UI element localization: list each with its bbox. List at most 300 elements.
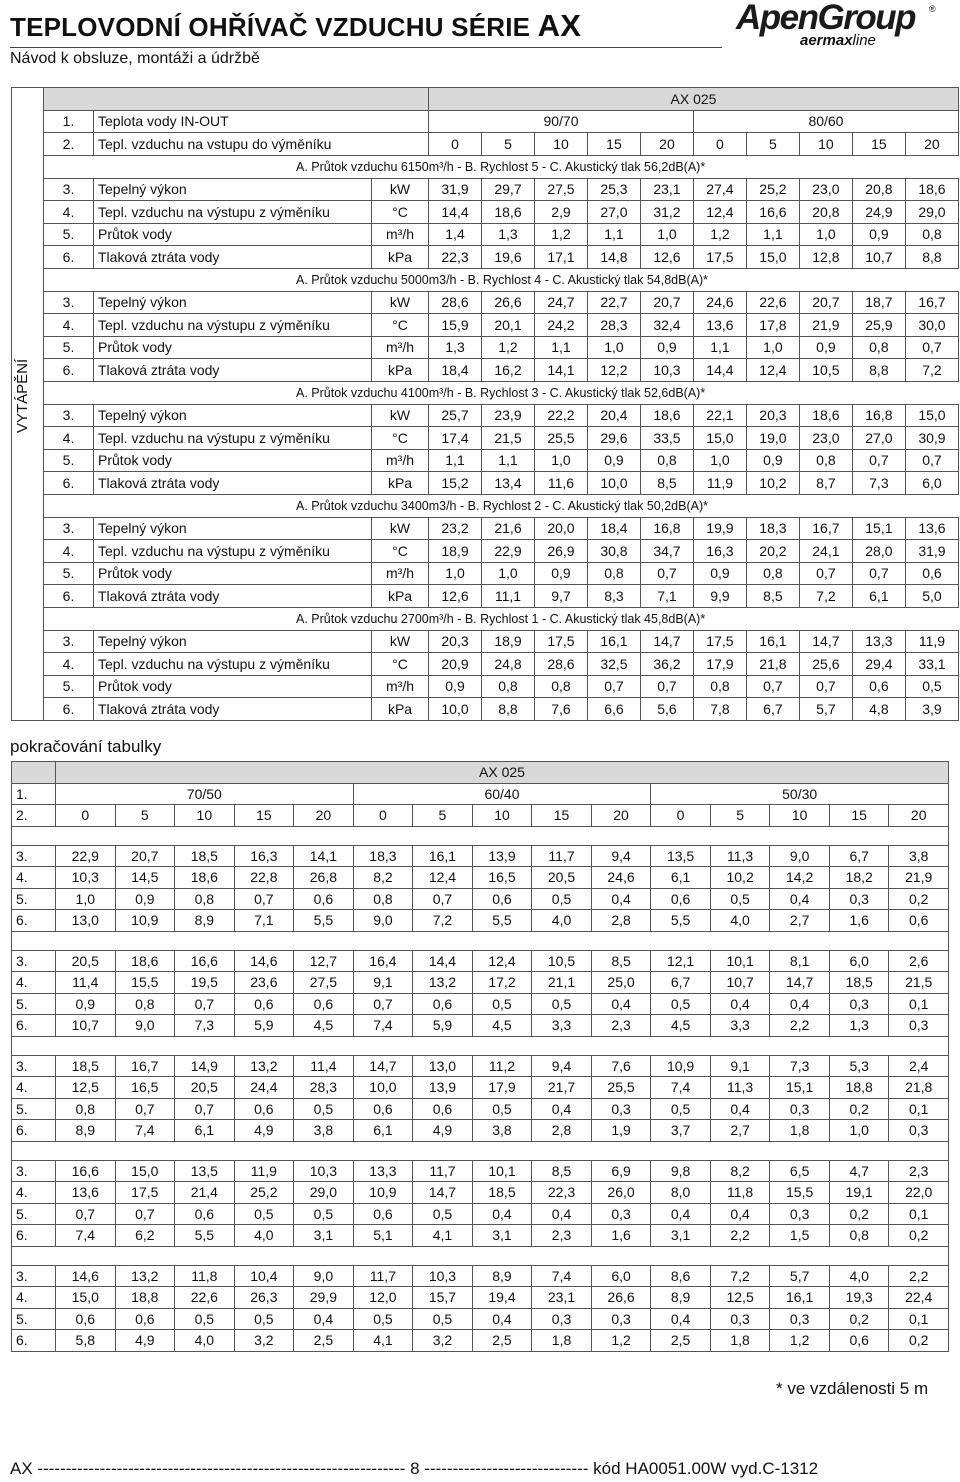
table-cell: 0,4 (770, 993, 830, 1015)
row-number: 6. (12, 1225, 56, 1247)
table-cell: 12,5 (710, 1287, 770, 1309)
row-number: 6. (44, 698, 94, 721)
blank-cell (44, 88, 429, 111)
table-cell: 10,7 (56, 1015, 116, 1037)
table-cell: 11,9 (693, 472, 746, 495)
table-cell: 2,7 (710, 1120, 770, 1142)
table-cell: 1,3 (429, 336, 482, 359)
table-cell: 19,6 (482, 246, 535, 269)
table-cell: 0,3 (829, 888, 889, 910)
table-cell: 13,4 (482, 472, 535, 495)
table-cell: 11,9 (234, 1160, 294, 1182)
table-cell: 1,0 (56, 888, 116, 910)
table-cell: 0,2 (829, 1308, 889, 1330)
table-cell: 0,5 (234, 1308, 294, 1330)
table-cell: 6,1 (651, 867, 711, 889)
table-cell: 8,6 (651, 1265, 711, 1287)
table-row (12, 404, 959, 427)
table-cell: 0,9 (115, 888, 175, 910)
table-row (12, 1182, 949, 1204)
table-cell: 29,7 (482, 178, 535, 201)
table-cell: 20,3 (429, 630, 482, 653)
table-cell: 23,6 (234, 972, 294, 994)
table-cell: 16,1 (770, 1287, 830, 1309)
table-cell: 8,1 (770, 950, 830, 972)
row-number: 2. (44, 133, 94, 156)
table-cell: 22,4 (889, 1287, 949, 1309)
page-footer: AX ----------------------------------------------------------------- 8 ----------------------------- kód HA0051.00W vyd.C-1312 (10, 1459, 819, 1478)
table-cell: 7,3 (852, 472, 905, 495)
table-cell: 4,0 (532, 910, 592, 932)
table-cell: 26,0 (591, 1182, 651, 1204)
table-cell: 5,6 (640, 698, 693, 721)
table-cell: 8,9 (651, 1287, 711, 1309)
gap-cell (12, 931, 949, 950)
table-cell: 5,5 (294, 910, 354, 932)
table-row (12, 867, 949, 889)
table-cell: 23,0 (799, 178, 852, 201)
table-cell: 7,4 (353, 1015, 413, 1037)
table-cell: 5 (482, 133, 535, 156)
table-cell: 8,5 (591, 950, 651, 972)
row-number: 5. (44, 562, 94, 585)
table-cell: 0 (429, 133, 482, 156)
table-cell: 0,7 (640, 562, 693, 585)
table-cell: 1,0 (587, 336, 640, 359)
table-row (12, 888, 949, 910)
table-cell: 6,1 (353, 1120, 413, 1142)
table-row (12, 698, 959, 721)
table-cell: 20,3 (746, 404, 799, 427)
logo-sub-aermax: aermax (800, 32, 853, 49)
table-cell: 1,9 (591, 1120, 651, 1142)
row-number: 5. (12, 1308, 56, 1330)
unit-cell: kW (372, 404, 429, 427)
table-cell: 1,0 (746, 336, 799, 359)
table-row (12, 585, 959, 608)
row-label: Tepelný výkon (94, 404, 372, 427)
row-inlet-air (12, 133, 959, 156)
table-cell: 25,6 (799, 653, 852, 676)
table-cell: 0 (693, 133, 746, 156)
table-cell: 20,2 (746, 540, 799, 563)
table-cell: 9,1 (710, 1055, 770, 1077)
row-number: 6. (12, 1015, 56, 1037)
table-cell: 15,1 (770, 1077, 830, 1099)
table-cell: 21,1 (532, 972, 592, 994)
table-cell: 2,3 (889, 1160, 949, 1182)
unit-cell: m³/h (372, 675, 429, 698)
table-cell: 26,9 (534, 540, 587, 563)
header-rule (10, 47, 722, 48)
table-cell: 6,0 (905, 472, 958, 495)
table-cell: 18,3 (353, 845, 413, 867)
table-cell: 28,0 (852, 540, 905, 563)
table-cell: 0,8 (353, 888, 413, 910)
table-cell: 20 (591, 805, 651, 827)
table-cell: 6,9 (591, 1160, 651, 1182)
unit-cell: kW (372, 517, 429, 540)
row-number: 4. (44, 314, 94, 337)
row-label: Průtok vody (94, 336, 372, 359)
table-cell: 22,7 (587, 291, 640, 314)
table-cell: 21,8 (746, 653, 799, 676)
table-cell: 3,3 (710, 1015, 770, 1037)
table-cell: 4,0 (710, 910, 770, 932)
table-row (12, 246, 959, 269)
row-number: 3. (12, 950, 56, 972)
unit-cell: kW (372, 178, 429, 201)
table-cell: 25,5 (591, 1077, 651, 1099)
table-cell: 8,8 (482, 698, 535, 721)
table-row (12, 1055, 949, 1077)
table-cell: 29,0 (294, 1182, 354, 1204)
table-cell: 8,3 (587, 585, 640, 608)
table-row (12, 1015, 949, 1037)
table-cell: 25,9 (852, 314, 905, 337)
table-cell: 5,7 (770, 1265, 830, 1287)
table-cell: 15,2 (429, 472, 482, 495)
table-cell: 18,4 (587, 517, 640, 540)
table-cell: 3,9 (905, 698, 958, 721)
table-cell: 7,4 (651, 1077, 711, 1099)
table-cell: 18,6 (640, 404, 693, 427)
table-cell: 4,0 (829, 1265, 889, 1287)
table-cell: 25,7 (429, 404, 482, 427)
table-cell: 5,9 (234, 1015, 294, 1037)
table-cell: 20,7 (799, 291, 852, 314)
row-label: Tepl. vzduchu na výstupu z výměníku (94, 201, 372, 224)
table-cell: 20,5 (532, 867, 592, 889)
table-cell: 15,9 (429, 314, 482, 337)
table-cell: 0,9 (587, 449, 640, 472)
table-cell: 16,6 (56, 1160, 116, 1182)
table-cell: 17,2 (472, 972, 532, 994)
table-cell: 3,1 (472, 1225, 532, 1247)
table-cell: 2,9 (534, 201, 587, 224)
table-row (12, 1077, 949, 1099)
table-row (12, 1098, 949, 1120)
row-inlet-air (12, 805, 949, 827)
row-label: Tepelný výkon (94, 291, 372, 314)
table-cell: 13,3 (852, 630, 905, 653)
table-cell: 18,6 (175, 867, 235, 889)
table-row (12, 540, 959, 563)
table-cell: 0,3 (591, 1203, 651, 1225)
table-row (12, 1160, 949, 1182)
table-row (12, 223, 959, 246)
table-cell: 16,1 (746, 630, 799, 653)
table-cell: 23,1 (640, 178, 693, 201)
table-row (12, 845, 949, 867)
table-cell: 0 (353, 805, 413, 827)
table-cell: 23,1 (532, 1287, 592, 1309)
table-cell: 11,3 (710, 845, 770, 867)
table-cell: 3,8 (294, 1120, 354, 1142)
table-cell: 28,3 (294, 1077, 354, 1099)
footnote: * ve vzdálenosti 5 m (776, 1379, 929, 1398)
logo-registered: ® (929, 4, 936, 14)
table-cell: 1,0 (799, 223, 852, 246)
row-number: 6. (44, 472, 94, 495)
table-cell: 22,3 (429, 246, 482, 269)
table-cell: 1,2 (770, 1330, 830, 1352)
table-cell: 4,0 (175, 1330, 235, 1352)
table-cell: 2,6 (889, 950, 949, 972)
table-cell: 14,7 (413, 1182, 473, 1204)
row-label: Tepl. vzduchu na vstupu do výměníku (94, 133, 429, 156)
table-cell: 0,3 (770, 1098, 830, 1120)
gap-cell (12, 1141, 949, 1160)
table-cell: 0,7 (56, 1203, 116, 1225)
table-cell: 16,7 (115, 1055, 175, 1077)
table-cell: 21,5 (889, 972, 949, 994)
table-cell: 10,0 (429, 698, 482, 721)
table-cell: 14,2 (770, 867, 830, 889)
table-cell: 24,6 (591, 867, 651, 889)
table-cell: 9,0 (770, 845, 830, 867)
table-cell: 10,2 (710, 867, 770, 889)
table-cell: 0,8 (482, 675, 535, 698)
table-cell: 17,9 (472, 1077, 532, 1099)
section-header-row (12, 494, 959, 517)
table-cell: 0,5 (413, 1203, 473, 1225)
table-cell: 27,4 (693, 178, 746, 201)
table-cell: 25,2 (746, 178, 799, 201)
table-cell: 0,9 (640, 336, 693, 359)
table-cell: 0,5 (905, 675, 958, 698)
table-cell: 7,4 (532, 1265, 592, 1287)
table-cell: 5 (710, 805, 770, 827)
table-cell: 0,5 (234, 1203, 294, 1225)
table-cell: 0,7 (799, 675, 852, 698)
section-header: A. Průtok vzduchu 4100m³/h - B. Rychlost 3 - C. Akustický tlak 52,6dB(A)* (296, 385, 706, 400)
table-cell: 0,6 (294, 888, 354, 910)
table-cell: 12,6 (429, 585, 482, 608)
table-cell: 20,1 (482, 314, 535, 337)
table-cell: 2,5 (472, 1330, 532, 1352)
table-cell: 14,8 (587, 246, 640, 269)
table-cell: 16,6 (175, 950, 235, 972)
table-cell: 5,3 (829, 1055, 889, 1077)
table-row (12, 630, 959, 653)
table-cell: 1,0 (640, 223, 693, 246)
row-number: 4. (44, 427, 94, 450)
table-cell: 8,8 (905, 246, 958, 269)
table-cell: 10,9 (115, 910, 175, 932)
unit-cell: m³/h (372, 449, 429, 472)
table-cell: 10,3 (640, 359, 693, 382)
unit-cell: kW (372, 291, 429, 314)
table-cell: 25,5 (534, 427, 587, 450)
table-cell: 0,5 (294, 1203, 354, 1225)
table-cell: 1,0 (829, 1120, 889, 1142)
row-number: 5. (12, 1098, 56, 1120)
table-cell: 0,9 (429, 675, 482, 698)
logo-sub (800, 32, 876, 49)
table-cell: 12,4 (693, 201, 746, 224)
table-cell: 18,5 (472, 1182, 532, 1204)
table-cell: 31,2 (640, 201, 693, 224)
table-cell: 0,4 (532, 1098, 592, 1120)
table-cell: 0,2 (889, 1330, 949, 1352)
table-cell: 4,1 (353, 1330, 413, 1352)
gap-cell (12, 1246, 949, 1265)
table-row (12, 336, 959, 359)
table-cell: 16,3 (234, 845, 294, 867)
table-cell: 25,0 (591, 972, 651, 994)
row-number: 5. (44, 449, 94, 472)
logo-main: ApenGroup (736, 0, 915, 37)
table-cell: 12,6 (640, 246, 693, 269)
table-cell: 0,9 (799, 336, 852, 359)
row-number: 4. (12, 1077, 56, 1099)
table-cell: 1,2 (693, 223, 746, 246)
table-cell: 10,5 (799, 359, 852, 382)
table-cell: 36,2 (640, 653, 693, 676)
row-number: 1. (12, 783, 56, 805)
table-cell: 10,9 (353, 1182, 413, 1204)
table-cell: 0,5 (532, 993, 592, 1015)
section-gap (12, 1141, 949, 1160)
table-row (12, 201, 959, 224)
table-cell: 4,8 (852, 698, 905, 721)
table-cell: 27,5 (294, 972, 354, 994)
table-cell: 5,8 (56, 1330, 116, 1352)
table-cell: 0,7 (746, 675, 799, 698)
table-cell: 20 (640, 133, 693, 156)
section-header-row (12, 155, 959, 178)
table-cell: 11,6 (534, 472, 587, 495)
table-cell: 20 (905, 133, 958, 156)
table-cell: 22,6 (175, 1287, 235, 1309)
row-number: 2. (12, 805, 56, 827)
table-cell: 1,3 (482, 223, 535, 246)
table-cell: 15,1 (852, 517, 905, 540)
group-header: 80/60 (693, 110, 958, 133)
table-cell: 12,0 (353, 1287, 413, 1309)
unit-cell: m³/h (372, 336, 429, 359)
table-cell: 9,8 (651, 1160, 711, 1182)
table-cell: 30,0 (905, 314, 958, 337)
table-cell: 1,4 (429, 223, 482, 246)
table-cell: 7,3 (175, 1015, 235, 1037)
table-cell: 13,6 (693, 314, 746, 337)
row-number: 5. (44, 336, 94, 359)
table-cell: 20,4 (587, 404, 640, 427)
table-cell: 21,6 (482, 517, 535, 540)
table-cell: 15,0 (693, 427, 746, 450)
table-cell: 0,6 (353, 1098, 413, 1120)
table-cell: 17,5 (115, 1182, 175, 1204)
table-cell: 6,7 (651, 972, 711, 994)
table-cell: 2,2 (889, 1265, 949, 1287)
table-cell: 10,1 (472, 1160, 532, 1182)
table-cell: 0,6 (852, 675, 905, 698)
table-cell: 7,2 (413, 910, 473, 932)
table-cell: 4,5 (294, 1015, 354, 1037)
table-cell: 11,8 (710, 1182, 770, 1204)
table-cell: 4,9 (115, 1330, 175, 1352)
table-cell: 14,4 (413, 950, 473, 972)
table-cell: 24,6 (693, 291, 746, 314)
row-label: Tlaková ztráta vody (94, 698, 372, 721)
table-cell: 19,9 (693, 517, 746, 540)
table-cell: 13,9 (472, 845, 532, 867)
table-cell: 0,5 (353, 1308, 413, 1330)
table-cell: 28,3 (587, 314, 640, 337)
gap-cell (12, 826, 949, 845)
table-cell: 4,1 (413, 1225, 473, 1247)
table-cell: 18,9 (482, 630, 535, 653)
table-cell: 19,5 (175, 972, 235, 994)
table-cell: 9,0 (294, 1265, 354, 1287)
table-row (12, 449, 959, 472)
table-cell: 22,8 (234, 867, 294, 889)
table-cell: 0,2 (889, 1225, 949, 1247)
unit-cell: kW (372, 630, 429, 653)
table-cell: 7,4 (56, 1225, 116, 1247)
table-cell: 19,1 (829, 1182, 889, 1204)
row-label: Tepl. vzduchu na výstupu z výměníku (94, 653, 372, 676)
table-cell: 0,7 (852, 562, 905, 585)
table-cell: 0,5 (175, 1308, 235, 1330)
section-header: A. Průtok vzduchu 5000m3/h - B. Rychlost 4 - C. Akustický tlak 54,8dB(A)* (296, 272, 708, 287)
table-cell: 12,8 (799, 246, 852, 269)
table-cell: 22,1 (693, 404, 746, 427)
table-cell: 0,6 (175, 1203, 235, 1225)
table-cell: 1,0 (693, 449, 746, 472)
table-cell: 0,4 (532, 1203, 592, 1225)
table-cell: 13,0 (56, 910, 116, 932)
table-cell: 1,1 (746, 223, 799, 246)
table-cell: 33,5 (640, 427, 693, 450)
table-cell: 7,8 (693, 698, 746, 721)
table-cell: 14,1 (294, 845, 354, 867)
table-cell: 11,7 (353, 1265, 413, 1287)
table-cell: 1,1 (587, 223, 640, 246)
table-row (12, 1287, 949, 1309)
table-cell: 11,1 (482, 585, 535, 608)
table-cell: 10,9 (651, 1055, 711, 1077)
row-number: 5. (12, 1203, 56, 1225)
table-cell: 6,7 (746, 698, 799, 721)
table-cell: 15,5 (115, 972, 175, 994)
group-header: 50/30 (651, 783, 949, 805)
table-cell: 18,6 (482, 201, 535, 224)
table-cell: 10,7 (710, 972, 770, 994)
table-cell: 24,9 (852, 201, 905, 224)
table-row (12, 1330, 949, 1352)
table-cell: 5,5 (472, 910, 532, 932)
row-number: 3. (12, 845, 56, 867)
table-cell: 0,7 (353, 993, 413, 1015)
table-cell: 0,8 (175, 888, 235, 910)
table-cell: 0,7 (175, 1098, 235, 1120)
table-cell: 0,7 (234, 888, 294, 910)
table-cell: 3,2 (413, 1330, 473, 1352)
table-row (12, 993, 949, 1015)
table-cell: 10,0 (353, 1077, 413, 1099)
table-cell: 6,0 (591, 1265, 651, 1287)
row-water-temp (12, 783, 949, 805)
table-row (12, 910, 949, 932)
table-cell: 21,5 (482, 427, 535, 450)
table-cell: 8,9 (56, 1120, 116, 1142)
row-number: 3. (44, 404, 94, 427)
table-cell: 0,4 (651, 1203, 711, 1225)
table-cell: 14,7 (640, 630, 693, 653)
